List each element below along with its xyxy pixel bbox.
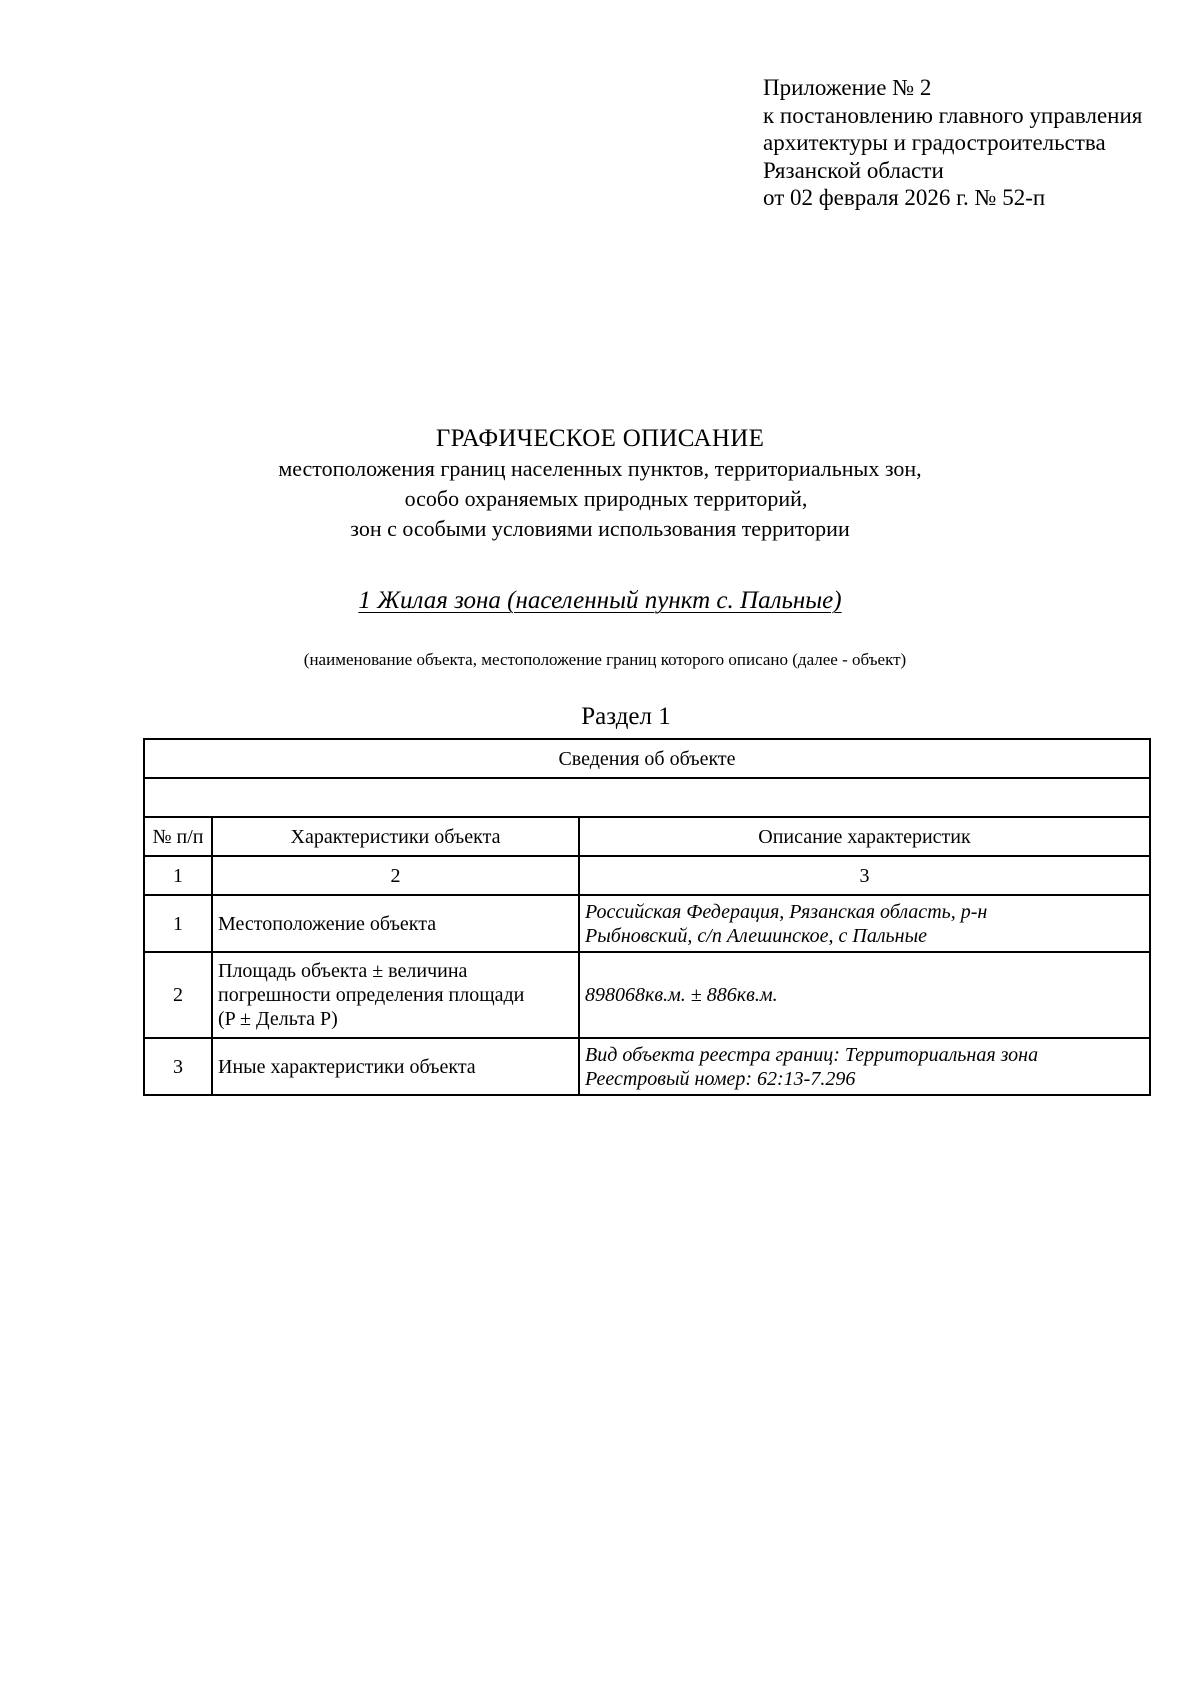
table-numbering-row: [144, 856, 1150, 895]
row-number: 1: [144, 895, 212, 952]
appendix-line: от 02 февраля 2026 г. № 52-п: [763, 185, 1046, 210]
appendix-line: архитектуры и градостроительства: [763, 130, 1106, 155]
header-description: Описание характеристик: [579, 817, 1150, 856]
document-subtitle-line: особо охраняемых природных территорий,: [404, 486, 808, 511]
row-characteristic-line: Иные характеристики объекта: [218, 1055, 476, 1078]
appendix-line: Рязанской области: [763, 157, 944, 183]
column-number-cell: 1: [144, 856, 212, 895]
object-name-text: 1 Жилая зона (населенный пункт с. Пальные): [358, 587, 842, 614]
row-description: [579, 952, 1150, 1038]
table-header-row: [144, 817, 1150, 856]
row-number: 3: [144, 1038, 212, 1095]
row-characteristic: [212, 1038, 579, 1095]
row-characteristic-line: погрешности определения площади: [218, 984, 525, 1006]
column-number-cell: 2: [212, 856, 579, 895]
table-row: [144, 1038, 1150, 1095]
table-row: [144, 895, 1150, 952]
row-number: 2: [144, 952, 212, 1038]
table-row: [144, 952, 1150, 1038]
appendix-block: [763, 74, 1142, 212]
document-subtitle-line: зон с особыми условиями использования территории: [350, 516, 850, 541]
row-description-line: Рыбновский, с/п Алешинское, с Пальные: [585, 924, 927, 947]
row-description: [579, 1038, 1150, 1095]
header-characteristic: Характеристики объекта: [212, 817, 579, 856]
row-description-line: Российская Федерация, Рязанская область, р-н: [585, 900, 988, 923]
row-characteristic-line: Площадь объекта ± величина: [218, 960, 468, 982]
object-info-table: [143, 738, 1151, 1096]
row-description-line: Вид объекта реестра границ: Территориальная зона: [585, 1043, 1039, 1066]
row-description: [579, 895, 1150, 952]
document-heading: [0, 424, 1200, 544]
object-note: (наименование объекта, местоположение границ которого описано (далее - объект): [303, 650, 907, 669]
appendix-line: Приложение № 2: [763, 75, 932, 100]
table-empty-row: [144, 778, 1150, 817]
section-title: Раздел 1: [581, 703, 671, 730]
document-title: ГРАФИЧЕСКОЕ ОПИСАНИЕ: [435, 425, 765, 452]
row-characteristic: [212, 895, 579, 952]
table-caption-row: [144, 739, 1150, 778]
row-characteristic-line: Местоположение объекта: [218, 912, 437, 935]
row-characteristic: [212, 952, 579, 1038]
object-name: [0, 585, 1200, 617]
header-number: № п/п: [144, 817, 212, 856]
document-subtitle-line: местоположения границ населенных пунктов, территориальных зон,: [278, 456, 922, 481]
row-description-line: 898068кв.м. ± 886кв.м.: [585, 984, 778, 1006]
row-characteristic-line: (P ± Дельта P): [218, 1008, 338, 1030]
appendix-line: к постановлению главного управления: [763, 102, 1143, 128]
table-caption: Сведения об объекте: [144, 739, 1150, 778]
table-empty-cell: [144, 778, 1150, 817]
column-number-cell: 3: [579, 856, 1150, 895]
row-description-line: Реестровый номер: 62:13-7.296: [585, 1067, 856, 1090]
